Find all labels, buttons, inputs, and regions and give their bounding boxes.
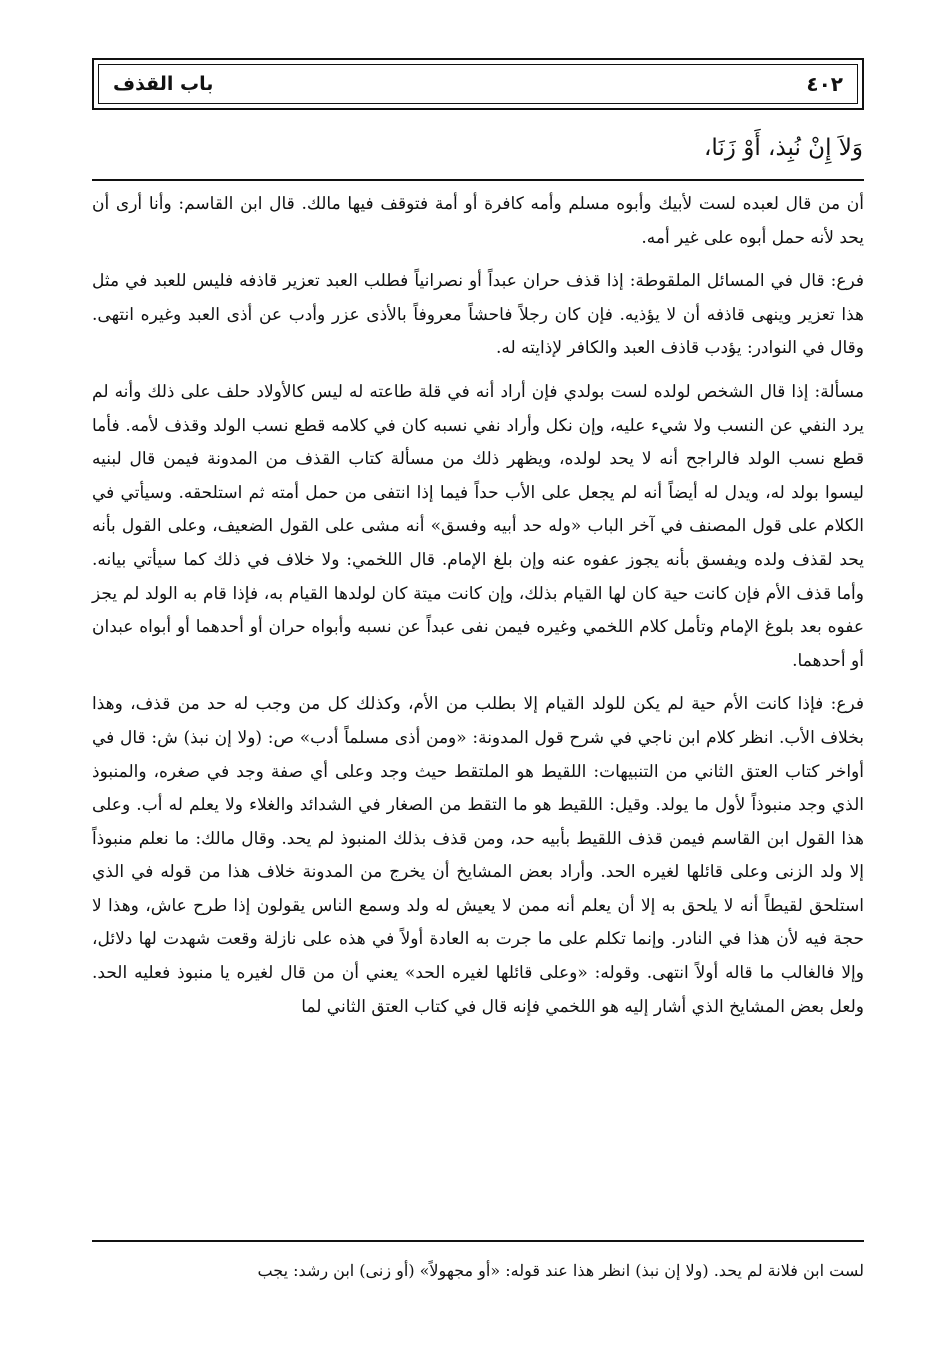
matn-text: وَلاَ إِنْ نُبِذ، أَوْ زَنَا،: [703, 135, 863, 161]
footnote-divider: [92, 1240, 864, 1242]
commentary-body: [92, 188, 864, 1028]
paragraph: فرع: فإذا كانت الأم حية لم يكن للولد القيام إلا بطلب من الأم، وكذلك كل من وجب له حد من قذف، وهذا بخلاف الأب. انظر كلام ابن ناجي في شرح قول المدونة: «ومن أذى مسلماً أدب» ص: (ولا إن نبذ) ش: قال في أواخر كتاب العتق الثاني من التنبيهات: اللقيط هو الملتقط حيث وجد وعلى أي صفة وجد في صغره، والمنبوذ الذي وجد منبوذاً لأول ما يولد. وقيل: اللقيط هو ما التقط من الصغار في الشدائد والغلاء ولا يعلم له أب. وعلى هذا القول ابن القاسم فيمن قذف اللقيط بأبيه حد، ومن قذف بذلك المنبوذ لم يحد. وقال مالك: ما نعلم منبوذاً إلا ولد الزنى وعلى قائلها لغيره الحد. وأراد بعض المشايخ أن يخرج من المدونة خلاف هذا من قوله في الذي استلحق لقيطاً أنه لا يلحق به إلا أن يعلم أنه ممن لا يعيش له ولد وسمع الناس يقولون إذا طرح عاش، وهذا لا حجة فيه لأن هذا في النادر. وإنما تكلم على ما جرت به العادة أولاً في هذه على نازلة وقعت شهدت لها دلائل، وإلا فالغالب ما قاله أولاً انتهى. وقوله: «وعلى قائلها لغيره الحد» يعني أن من قال لغيره يا منبوذ فعليه الحد. ولعل بعض المشايخ الذي أشار إليه هو اللخمي فإنه قال في كتاب العتق الثاني لما: [92, 694, 864, 1017]
paragraph: مسألة: إذا قال الشخص لولده لست بولدي فإن أراد أنه في قلة طاعته له ليس كالأولاد حلف على ذلك وأنه لم يرد النفي عن النسب ولا شيء عليه، وإن نكل وأراد نفي نسبه كان في كلامه قطع نسب الولد وقذف لأمه. فأما قطع نسب الولد فالراجح أنه لا يحد لولده، ويظهر ذلك من مسألة كتاب القذف من المدونة فيمن قال لبنيه ليسوا بولد له، ويدل له أيضاً أنه لم يجعل على الأب حداً فيما إذا انتفى من حمل أمته ثم استلحقه. وسيأتي في الكلام على قول المصنف في آخر الباب «وله حد أبيه وفسق» أنه مشى على القول الضعيف، وعلى القول بأنه يحد لقذف ولده ويفسق بأنه يجوز عفوه عنه وإن بلغ الإمام. قال اللخمي: ولا خلاف في ذلك كما سيأتي بيانه. وأما قذف الأم فإن كانت حية كان لها القيام بذلك، وإن كانت ميتة كان لولدها القيام به، فإذا قام به الولد لم يجز عفوه بعد بلوغ الإمام وتأمل كلام اللخمي وغيره فيمن نفى عبداً عن نسبه وأبواه حران أو أحدهما أو أبواه عبدان أو أحدهما.: [92, 381, 864, 671]
paragraph: فرع: قال في المسائل الملقوطة: إذا قذف حران عبداً أو نصرانياً فطلب العبد تعزير قاذفه فليس للعبد في مثل هذا تعزير وينهى قاذفه أن لا يؤذيه. فإن كان رجلاً فاحشاً معروفاً بالأذى عزر وأدب عن أذى العبد وغيره انتهى. وقال في النوادر: يؤدب قاذف العبد والكافر لإذايته له.: [92, 271, 864, 359]
running-header-inner: [98, 64, 858, 104]
running-header: [92, 58, 864, 110]
matn-divider: [92, 179, 864, 181]
paragraph: أن من قال لعبده لست لأبيك وأبوه مسلم وأمه كافرة أو أمة فتوقف فيها مالك. قال ابن القاسم: وأنا أرى أن يحد لأنه حمل أبوه على غير أمه.: [92, 194, 864, 248]
chapter-title: باب القذف: [113, 73, 214, 95]
page-number: ٤٠٢: [806, 72, 843, 96]
footnote-text: لست ابن فلانة لم يحد. (ولا إن نبذ) انظر هذا عند قوله: «أو مجهولاً» (أو زنى) ابن رشد: يجب: [257, 1261, 864, 1280]
